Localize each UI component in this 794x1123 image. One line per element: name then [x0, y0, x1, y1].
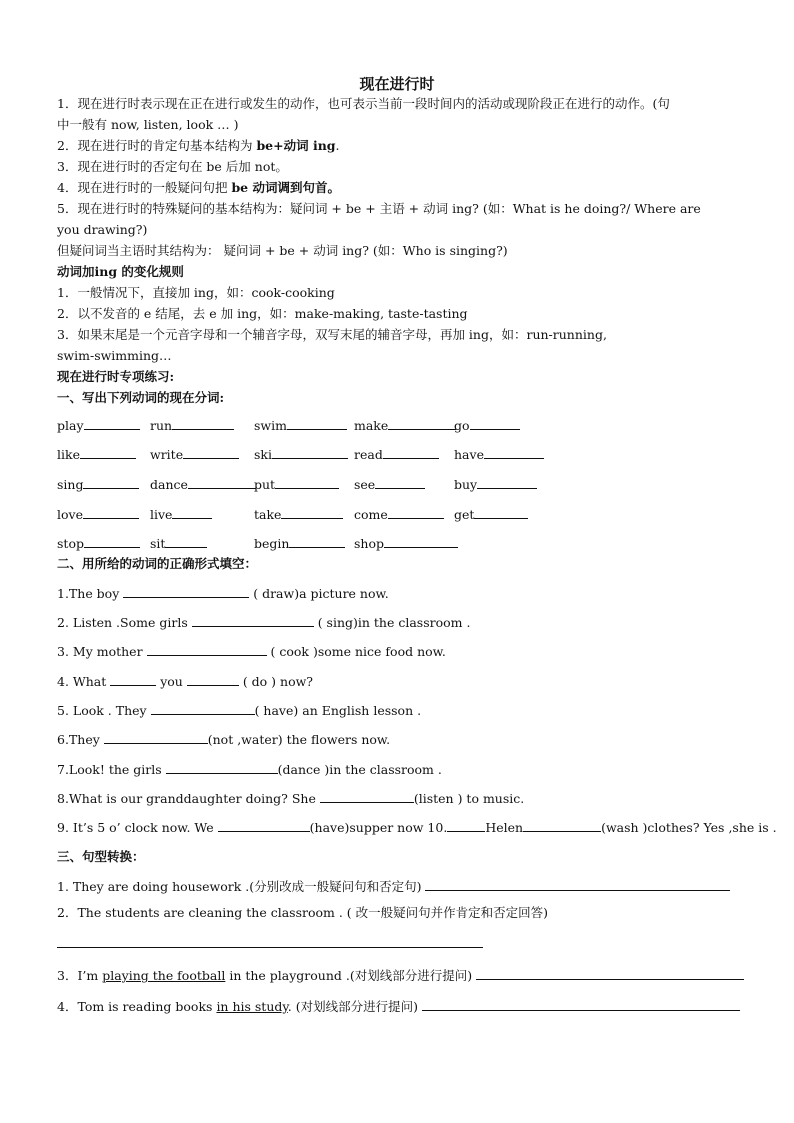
verb-word: come [354, 507, 388, 522]
verb-item [57, 446, 136, 462]
q6-text: 6.They [57, 732, 104, 747]
fill-question-8 [57, 790, 524, 807]
rule-6: 但疑问词当主语时其结构为： 疑问词 + be + 动词 ing? (如：Who is singing?) [57, 243, 508, 258]
transform-question-4 [57, 998, 740, 1015]
answer-blank[interactable] [422, 998, 740, 1011]
answer-blank[interactable] [183, 446, 239, 459]
q8-text: 8.What is our granddaughter doing? She [57, 791, 320, 806]
answer-blank[interactable] [287, 417, 347, 430]
answer-blank[interactable] [384, 535, 458, 548]
answer-blank[interactable] [320, 790, 414, 803]
verb-item [150, 535, 207, 551]
ing-rule-3b: swim-swimming… [57, 348, 172, 363]
verb-item [254, 417, 347, 433]
q2-text: 2. Listen .Some girls [57, 615, 192, 630]
verb-item [254, 476, 339, 492]
verb-item [454, 417, 520, 433]
answer-blank[interactable] [172, 417, 234, 430]
verb-item [354, 417, 456, 433]
verb-word: buy [454, 477, 478, 492]
answer-blank[interactable] [84, 535, 140, 548]
verb-word: take [254, 507, 282, 522]
verb-word: read [354, 447, 383, 462]
answer-blank[interactable] [123, 585, 249, 598]
answer-blank[interactable] [166, 761, 278, 774]
verb-item [57, 535, 140, 551]
answer-blank[interactable] [388, 506, 444, 519]
ing-rule-1: 1．一般情况下，直接加 ing，如：cook-cooking [57, 285, 335, 300]
ing-rule-2: 2．以不发音的 e 结尾，去 e 加 ing，如：make-making, taste-tasting [57, 306, 468, 321]
verb-word: see [354, 477, 376, 492]
answer-blank[interactable] [172, 506, 212, 519]
verb-word: play [57, 418, 84, 433]
verb-word: sing [57, 477, 84, 492]
verb-word: shop [354, 536, 384, 551]
verb-word: have [454, 447, 484, 462]
verb-word: make [354, 418, 389, 433]
q6-end: (not ,water) the flowers now. [207, 732, 391, 747]
rule-2-structure: be+动词 ing [256, 138, 336, 153]
answer-blank[interactable] [447, 819, 485, 832]
t4-end: . (对划线部分进行提问) [287, 999, 418, 1014]
verb-item [150, 417, 234, 433]
rule-4-text: 4．现在进行时的一般疑问句把 [57, 180, 232, 195]
verb-word: get [454, 507, 475, 522]
q7-end: (dance )in the classroom . [277, 762, 442, 777]
q10-end: (wash )clothes? Yes ,she is . [601, 820, 777, 835]
q10-subject: Helen [485, 820, 524, 835]
verb-item [354, 535, 458, 551]
answer-blank[interactable] [188, 476, 256, 489]
answer-blank[interactable] [281, 506, 343, 519]
rule-5a: 5．现在进行时的特殊疑问的基本结构为：疑问词 + be + 主语 + 动词 ing? (如：What is he doing?/ Where are [57, 201, 701, 216]
answer-blank[interactable] [289, 535, 345, 548]
rule-3: 3．现在进行时的否定句在 be 后加 not。 [57, 159, 288, 174]
verb-item [150, 446, 239, 462]
q3-text: 3. My mother [57, 644, 147, 659]
q9-text: 9. It’s 5 o’ clock now. We [57, 820, 218, 835]
rule-4-structure: be 动词调到句首。 [231, 180, 340, 195]
section1-heading: 一、写出下列动词的现在分词: [57, 390, 225, 405]
answer-blank[interactable] [83, 506, 139, 519]
answer-blank[interactable] [147, 643, 267, 656]
transform-question-3 [57, 967, 744, 984]
fill-question-7 [57, 761, 442, 778]
q8-end: (listen ) to music. [413, 791, 525, 806]
q4-end: ( do ) now? [238, 674, 313, 689]
answer-blank[interactable] [218, 819, 310, 832]
verb-item [454, 506, 528, 522]
fill-question-1 [57, 585, 389, 602]
verb-word: go [454, 418, 470, 433]
answer-blank[interactable] [192, 614, 314, 627]
fill-question-9 [57, 819, 777, 836]
page-title: 现在进行时 [359, 75, 435, 93]
practice-heading: 现在进行时专项练习: [57, 369, 175, 384]
answer-blank[interactable] [83, 476, 139, 489]
transform-question-1 [57, 878, 730, 895]
answer-blank[interactable] [477, 476, 537, 489]
verb-item [254, 446, 348, 462]
answer-blank[interactable] [84, 417, 140, 430]
verb-item [354, 446, 439, 462]
ing-rules-heading: 动词加ing 的变化规则 [57, 264, 184, 279]
verb-word: swim [254, 418, 287, 433]
verb-word: love [57, 507, 83, 522]
rule-2-end: . [335, 138, 340, 153]
section3-heading: 三、句型转换： [57, 849, 145, 864]
answer-blank[interactable] [187, 673, 239, 686]
t3-underlined: playing the football [102, 968, 226, 983]
verb-item [354, 476, 425, 492]
q4-mid: you [156, 674, 187, 689]
verb-item [57, 506, 139, 522]
answer-blank[interactable] [272, 446, 348, 459]
verb-word: like [57, 447, 80, 462]
verb-word: run [150, 418, 173, 433]
verb-item [354, 506, 444, 522]
answer-blank[interactable] [523, 819, 601, 832]
answer-blank[interactable] [383, 446, 439, 459]
q5-text: 5. Look . They [57, 703, 151, 718]
verb-item [150, 476, 256, 492]
q1-text: 1.The boy [57, 586, 124, 601]
answer-blank[interactable] [425, 878, 730, 891]
verb-word: write [150, 447, 184, 462]
answer-blank[interactable] [80, 446, 136, 459]
verb-word: live [150, 507, 173, 522]
ing-rule-3a: 3．如果末尾是一个元音字母和一个辅音字母，双写末尾的辅音字母，再加 ing，如：run-running, [57, 327, 607, 342]
answer-line[interactable] [57, 946, 483, 948]
answer-blank[interactable] [104, 731, 208, 744]
t4-text: 4．Tom is reading books [57, 999, 217, 1014]
verb-word: put [254, 477, 276, 492]
answer-blank[interactable] [275, 476, 339, 489]
answer-blank[interactable] [165, 535, 207, 548]
t3-text: 3．I’m [57, 968, 103, 983]
t1-text: 1. They are doing housework .(分别改成一般疑问句和否定句) [57, 879, 422, 894]
fill-question-2 [57, 614, 470, 631]
verb-word: ski [254, 447, 272, 462]
answer-blank[interactable] [474, 506, 528, 519]
verb-word: sit [150, 536, 166, 551]
rule-1b: 中一般有 now, listen, look … ) [57, 117, 239, 132]
q7-text: 7.Look! the girls [57, 762, 166, 777]
rule-1a: 1．现在进行时表示现在正在进行或发生的动作，也可表示当前一段时间内的活动或现阶段正在进行的动作。(句 [57, 96, 670, 111]
fill-question-6 [57, 731, 390, 748]
answer-blank[interactable] [388, 417, 456, 430]
q1-end: ( draw)a picture now. [249, 586, 389, 601]
transform-question-2: 2．The students are cleaning the classroom . ( 改一般疑问句并作肯定和否定回答) [57, 905, 549, 920]
t3-end: in the playground .(对划线部分进行提问) [225, 968, 473, 983]
q5-end: ( have) an English lesson . [254, 703, 422, 718]
q2-end: ( sing)in the classroom . [313, 615, 471, 630]
answer-blank[interactable] [476, 967, 744, 980]
verb-item [57, 476, 139, 492]
answer-blank[interactable] [470, 417, 520, 430]
verb-item [254, 535, 345, 551]
q3-end: ( cook )some nice food now. [266, 644, 446, 659]
answer-blank[interactable] [151, 702, 255, 715]
section2-heading: 二、用所给的动词的正确形式填空： [57, 556, 258, 571]
rule-5b: you drawing?) [57, 222, 148, 237]
q9-mid: (have)supper now 10. [309, 820, 448, 835]
verb-word: stop [57, 536, 84, 551]
rule-2-text: 2．现在进行时的肯定句基本结构为 [57, 138, 257, 153]
verb-word: begin [254, 536, 290, 551]
answer-blank[interactable] [110, 673, 156, 686]
verb-item [254, 506, 343, 522]
verb-item [150, 506, 212, 522]
fill-question-5 [57, 702, 421, 719]
verb-item [57, 417, 140, 433]
fill-question-4 [57, 673, 313, 690]
rule-4 [57, 180, 340, 196]
t4-underlined: in his study [216, 999, 288, 1014]
verb-item [454, 476, 537, 492]
answer-blank[interactable] [484, 446, 544, 459]
q4-text: 4. What [57, 674, 111, 689]
answer-blank[interactable] [375, 476, 425, 489]
fill-question-3 [57, 643, 446, 660]
verb-item [454, 446, 544, 462]
verb-word: dance [150, 477, 188, 492]
rule-2 [57, 138, 340, 154]
